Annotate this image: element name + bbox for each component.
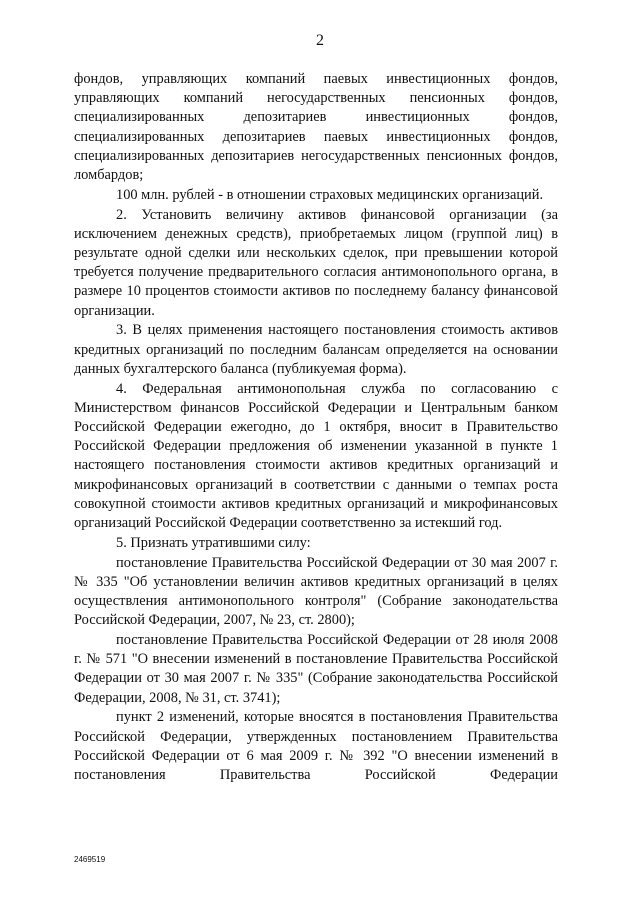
document-body [74,70,558,786]
paragraph-1: фондов, управляющих компаний паевых инвестиционных фондов, управляющих компаний негосударственных пенсионных фондов, специализированных депозитариев инвестиционных фондов, специализированных депозитариев паевых инвестиционных фондов, специализированных депозитариев негосударственных пенсионных фондов, ломбардов; [74,71,558,184]
paragraph-4: 3. В целях применения настоящего постановления стоимость активов кредитных организаций по последним балансам определяется на основании данных бухгалтерского баланса (публикуемая форма). [74,322,558,377]
paragraph-3: 2. Установить величину активов финансовой организации (за исключением денежных средств), приобретаемых лицом (группой лиц) в результате одной сделки или нескольких сделок, при превышении которой требуется получение предварительного согласия антимонопольного органа, в размере 10 процентов стоимости активов по последнему балансу финансовой организации. [74,206,558,319]
paragraph-9: пункт 2 изменений, которые вносятся в постановления Правительства Российской Федерации, утвержденных постановлением Правительства Российской Федерации от 6 мая 2009 г. № 392 "О внесении изменений в постановления Правительства Российской Федерации [74,709,558,784]
paragraph-6: 5. Признать утратившими силу: [116,534,311,551]
document-id: 2469519 [74,855,106,864]
page-number: 2 [316,32,324,49]
paragraph-2: 100 млн. рублей - в отношении страховых медицинских организаций. [116,186,544,203]
paragraph-7: постановление Правительства Российской Федерации от 30 мая 2007 г. № 335 "Об установлении величин активов кредитных организаций в целях осуществления антимонопольного контроля" (Собрание законодательства Российской Федерации, 2007, № 23, ст. 2800); [74,554,558,629]
paragraph-5: 4. Федеральная антимонопольная служба по согласованию с Министерством финансов Российской Федерации и Центральным банком Российской Федерации ежегодно, до 1 октября, вносит в Правительство Российской Федерации предложения об изменении указанной в пункте 1 настоящего постановления стоимости активов кредитных организаций и микрофинансовых организаций в соответствии с данными о темпах роста совокупной стоимости активов кредитных организаций и микрофинансовых организаций Российской Федерации соответственно за истекший год. [74,380,558,532]
paragraph-8: постановление Правительства Российской Федерации от 28 июля 2008 г. № 571 "О внесении изменений в постановление Правительства Российской Федерации от 30 мая 2007 г. № 335" (Собрание законодательства Российской Федерации, 2008, № 31, ст. 3741); [74,632,558,706]
